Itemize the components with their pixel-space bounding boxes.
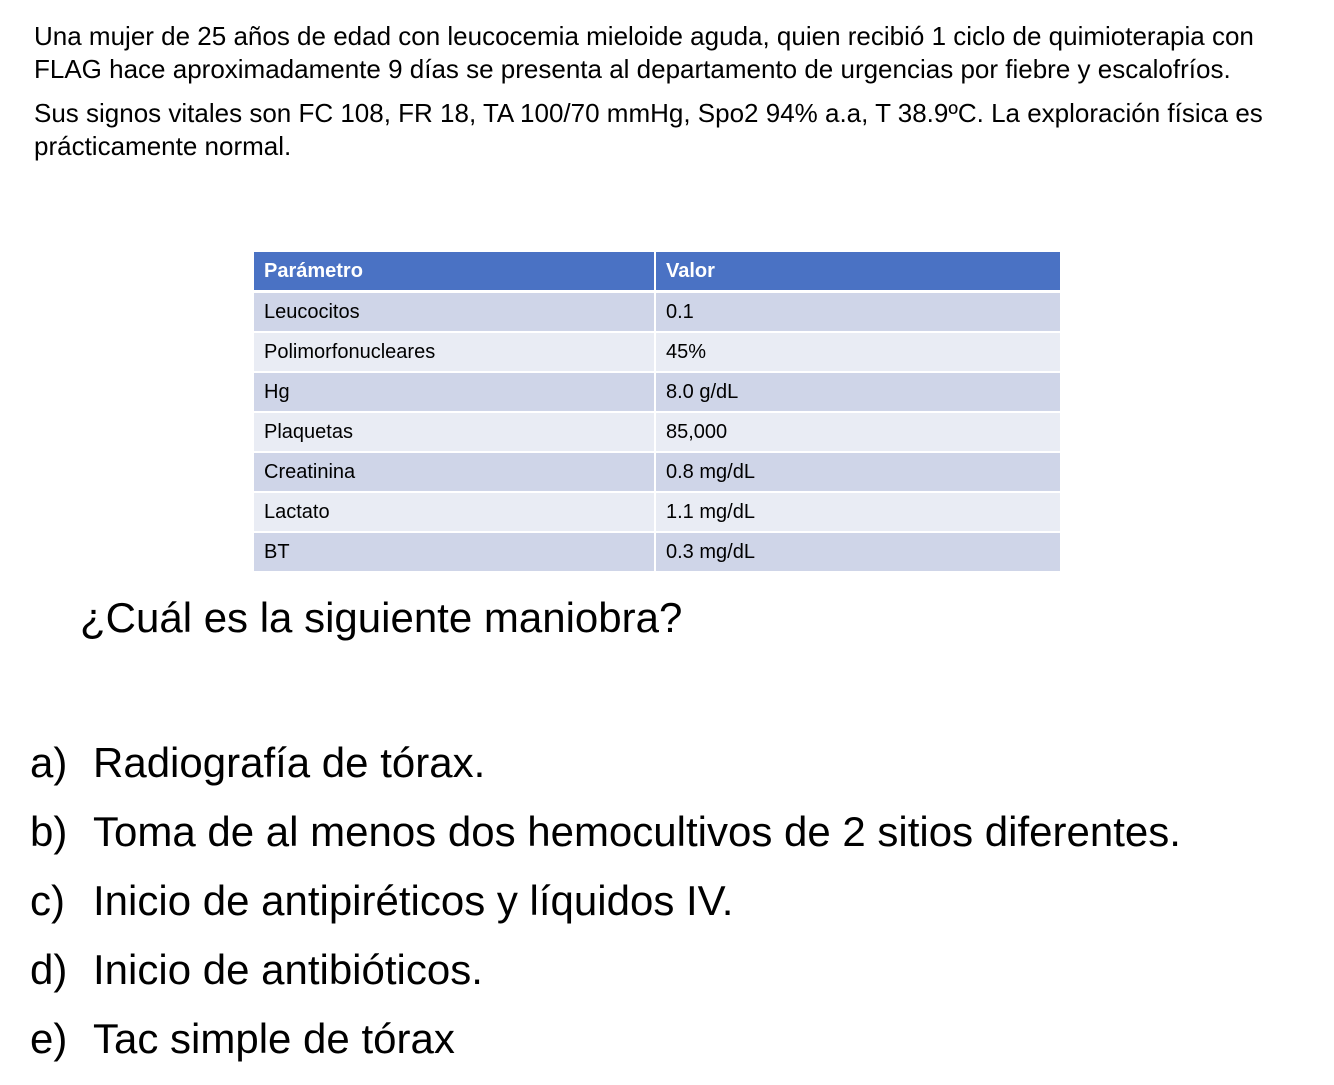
cell-value: 0.1 [656, 293, 1060, 333]
option-text: Inicio de antibióticos. [93, 946, 483, 993]
case-paragraph-history: Una mujer de 25 años de edad con leucocemia mieloide aguda, quien recibió 1 ciclo de quimioterapia con FLAG hace aproximadamente 9 días se presenta al departamento de urgencias por fiebre y escalofríos. [34, 21, 1254, 84]
table-row [254, 533, 1060, 573]
option-text: Toma de al menos dos hemocultivos de 2 sitios diferentes. [93, 808, 1181, 855]
cell-value: 0.3 mg/dL [656, 533, 1060, 573]
option-text: Inicio de antipiréticos y líquidos IV. [93, 877, 734, 924]
cell-value: 0.8 mg/dL [656, 453, 1060, 493]
answer-options [30, 728, 1181, 1073]
option-letter: a) [30, 739, 68, 786]
option-text: Tac simple de tórax [93, 1015, 455, 1062]
cell-value: 8.0 g/dL [656, 373, 1060, 413]
cell-value: 1.1 mg/dL [656, 493, 1060, 533]
option-text: Radiografía de tórax. [93, 739, 486, 786]
cell-value: 85,000 [656, 413, 1060, 453]
lab-results-table [254, 252, 1060, 573]
table-row [254, 293, 1060, 333]
option-letter: d) [30, 946, 68, 993]
cell-parameter: BT [254, 533, 656, 573]
header-parametro: Parámetro [254, 252, 656, 293]
cell-parameter: Lactato [254, 493, 656, 533]
answer-option-b[interactable] [30, 797, 1181, 866]
answer-option-d[interactable] [30, 935, 1181, 1004]
cell-parameter: Hg [254, 373, 656, 413]
cell-parameter: Creatinina [254, 453, 656, 493]
table-row [254, 453, 1060, 493]
case-description [34, 20, 1304, 174]
option-letter: c) [30, 877, 65, 924]
cell-value: 45% [656, 333, 1060, 373]
table-row [254, 333, 1060, 373]
answer-option-a[interactable] [30, 728, 1181, 797]
table-header-row [254, 252, 1060, 293]
option-letter: b) [30, 808, 68, 855]
table-row [254, 493, 1060, 533]
case-paragraph-vitals: Sus signos vitales son FC 108, FR 18, TA 100/70 mmHg, Spo2 94% a.a, T 38.9ºC. La exploración física es prácticamente normal. [34, 98, 1263, 161]
table-row [254, 413, 1060, 453]
answer-option-c[interactable] [30, 866, 1181, 935]
option-letter: e) [30, 1015, 68, 1062]
header-valor: Valor [656, 252, 1060, 293]
cell-parameter: Polimorfonucleares [254, 333, 656, 373]
answer-option-e[interactable] [30, 1004, 1181, 1073]
cell-parameter: Plaquetas [254, 413, 656, 453]
cell-parameter: Leucocitos [254, 293, 656, 333]
question-heading: ¿Cuál es la siguiente maniobra? [80, 594, 683, 641]
table-row [254, 373, 1060, 413]
